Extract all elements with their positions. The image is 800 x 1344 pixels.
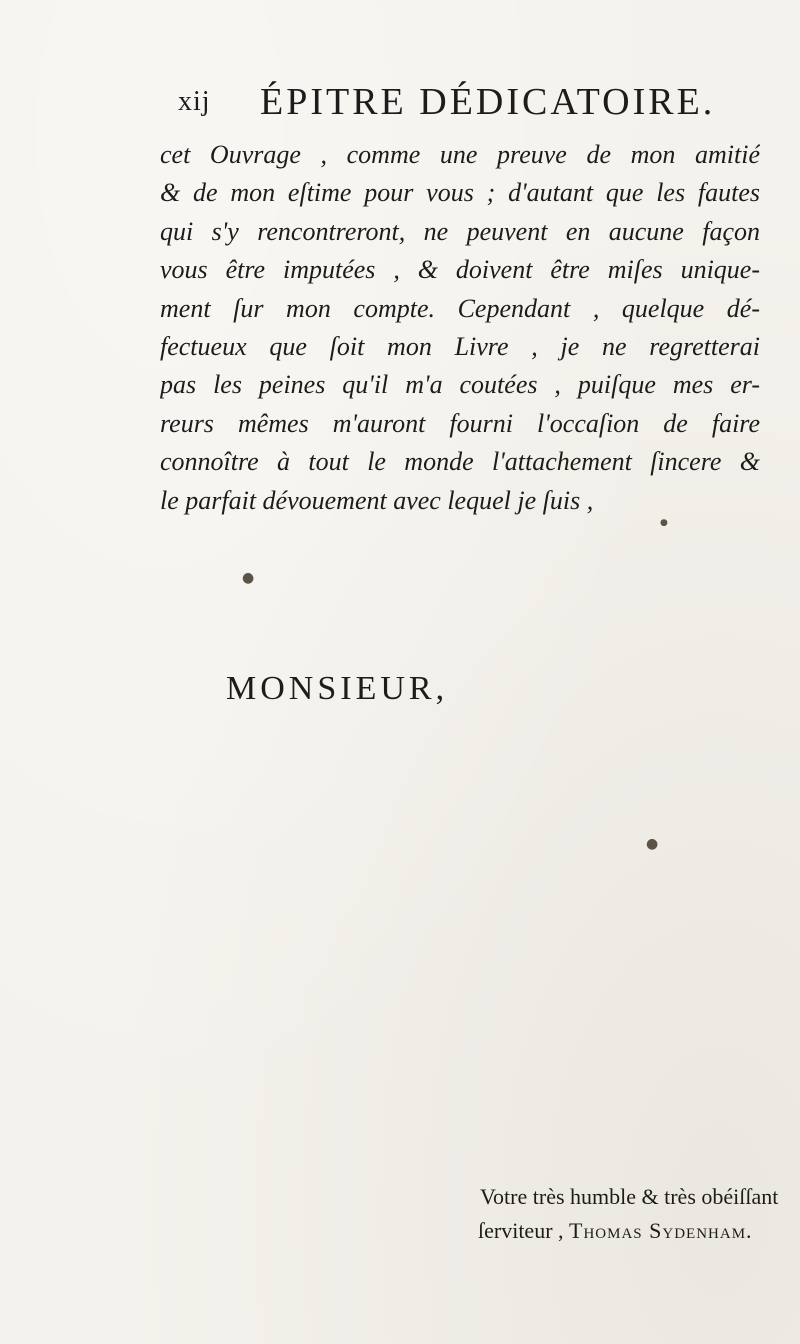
ink-speck-mark: ●: [646, 836, 659, 852]
closing-prefix: ſerviteur ,: [478, 1218, 570, 1243]
text-line: ment ſur mon compte. Cependant , quelque dé-: [160, 293, 760, 323]
text-line: pas les peines qu'il m'a coutées , puiſque mes er-: [160, 370, 760, 400]
text-line: & de mon eſtime pour vous ; d'autant que les fautes: [160, 178, 760, 208]
ink-speck-mark: ●: [660, 518, 668, 528]
salutation: MONSIEUR,: [226, 670, 449, 707]
closing-signature-block: [480, 1180, 778, 1248]
author-signature: Thomas Sydenham.: [569, 1218, 753, 1243]
closing-line: Votre très humble & très obéiſſant: [480, 1184, 779, 1209]
running-title: ÉPITRE DÉDICATOIRE.: [260, 81, 716, 123]
running-head: [178, 80, 738, 124]
page-number: xij: [178, 86, 211, 117]
closing-line-signature: [478, 1214, 778, 1248]
text-line: qui s'y rencontreront, ne peuvent en aucune façon: [160, 216, 760, 246]
text-line: cet Ouvrage , comme une preuve de mon amitié: [160, 140, 760, 169]
text-line: vous être imputées , & doivent être miſes unique-: [160, 255, 760, 285]
ink-speck-mark: ●: [242, 570, 255, 586]
text-line: fectueux que ſoit mon Livre , je ne regretterai: [160, 331, 760, 361]
text-line: le parfait dévouement avec lequel je ſuis ,: [160, 485, 594, 515]
text-line: reurs mêmes m'auront fourni l'occaſion de faire: [160, 408, 760, 438]
dedication-text: [160, 136, 760, 520]
text-line: connoître à tout le monde l'attachement ſincere &: [160, 447, 760, 477]
